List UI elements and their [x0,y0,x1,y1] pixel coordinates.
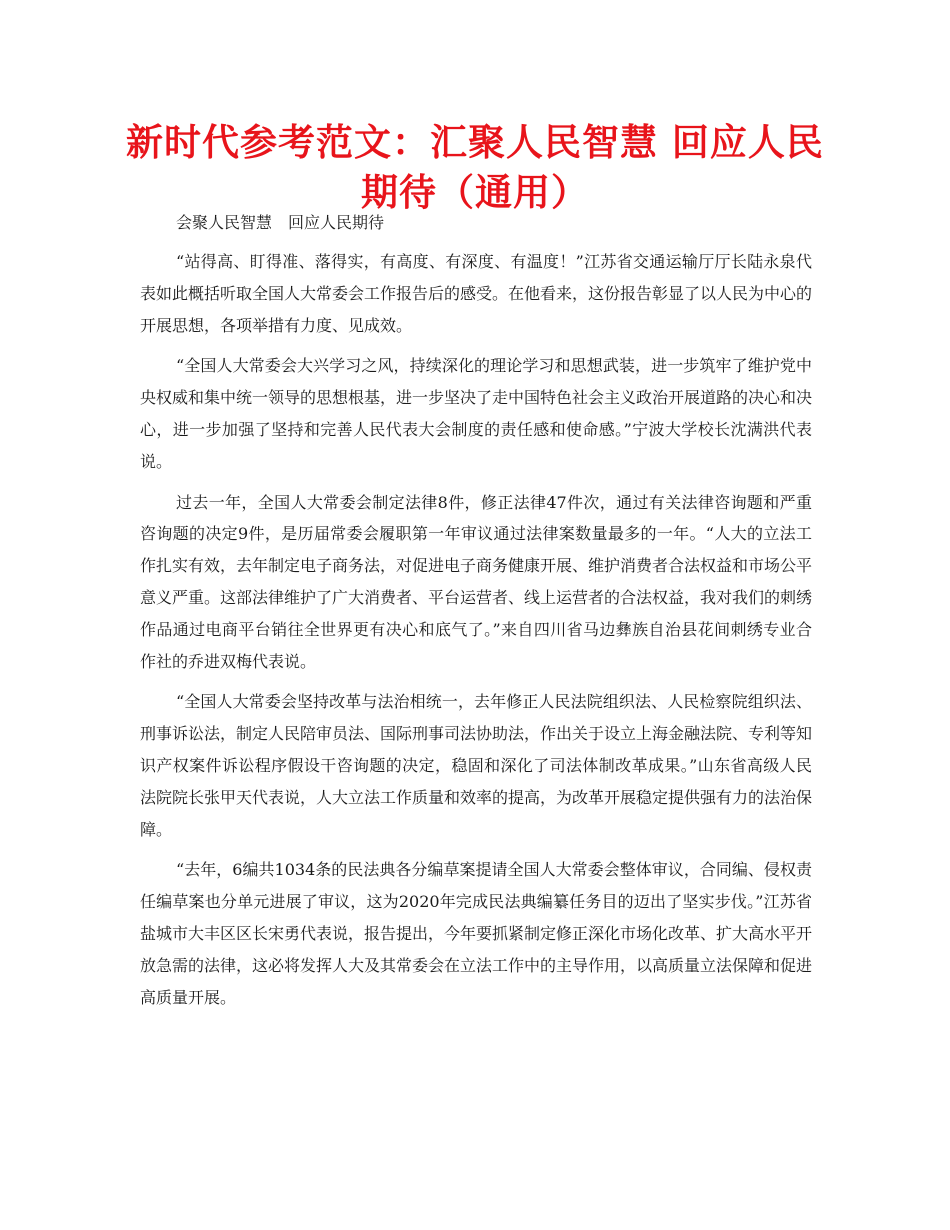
document-body [140,209,812,1022]
paragraph: 过去一年，全国人大常委会制定法律8件，修正法律47件次，通过有关法律咨询题和严重咨询题的决定9件，是历届常委会履职第一年审议通过法律案数量最多的一年。“人大的立法工作扎实有效，去年制定电子商务法，对促进电子商务健康开展、维护消费者合法权益和市场公平意义严重。这部法律维护了广大消费者、平台运营者、线上运营者的合法权益，我对我们的刺绣作品通过电商平台销往全世界更有决心和底气了。”来自四川省马边彝族自治县花间刺绣专业合作社的乔进双梅代表说。 [140,492,813,671]
paragraph: “全国人大常委会大兴学习之风，持续深化的理论学习和思想武装，进一步筑牢了维护党中央权威和集中统一领导的思想根基，进一步坚决了走中国特色社会主义政治开展道路的决心和决心，进一步加强了坚持和完善人民代表大会制度的责任感和使命感。”宁波大学校长沈满洪代表说。 [140,356,813,471]
document-title: 新时代参考范文：汇聚人民智慧 回应人民期待（通用） [126,121,824,214]
document-subtitle: 会聚人民智慧 回应人民期待 [176,213,385,232]
paragraph: “站得高、盯得准、落得实，有高度、有深度、有温度！”江苏省交通运输厅厅长陆永泉代表如此概括听取全国人大常委会工作报告后的感受。在他看来，这份报告彰显了以人民为中心的开展思想，各项举措有力度、见成效。 [140,252,813,335]
paragraph: “去年，6编共1034条的民法典各分编草案提请全国人大常委会整体审议，合同编、侵权责任编草案也分单元进展了审议，这为2020年完成民法典编纂任务目的迈出了坚实步伐。”江苏省盐城市大丰区区长宋勇代表说，报告提出，今年要抓紧制定修正深化市场化改革、扩大高水平开放急需的法律，这必将发挥人大及其常委会在立法工作中的主导作用，以高质量立法保障和促进高质量开展。 [140,860,813,1007]
paragraph: “全国人大常委会坚持改革与法治相统一，去年修正人民法院组织法、人民检察院组织法、刑事诉讼法，制定人民陪审员法、国际刑事司法协助法，作出关于设立上海金融法院、专利等知识产权案件诉讼程序假设干咨询题的决定，稳固和深化了司法体制改革成果。”山东省高级人民法院院长张甲天代表说，人大立法工作质量和效率的提高，为改革开展稳定提供强有力的法治保障。 [140,692,813,839]
